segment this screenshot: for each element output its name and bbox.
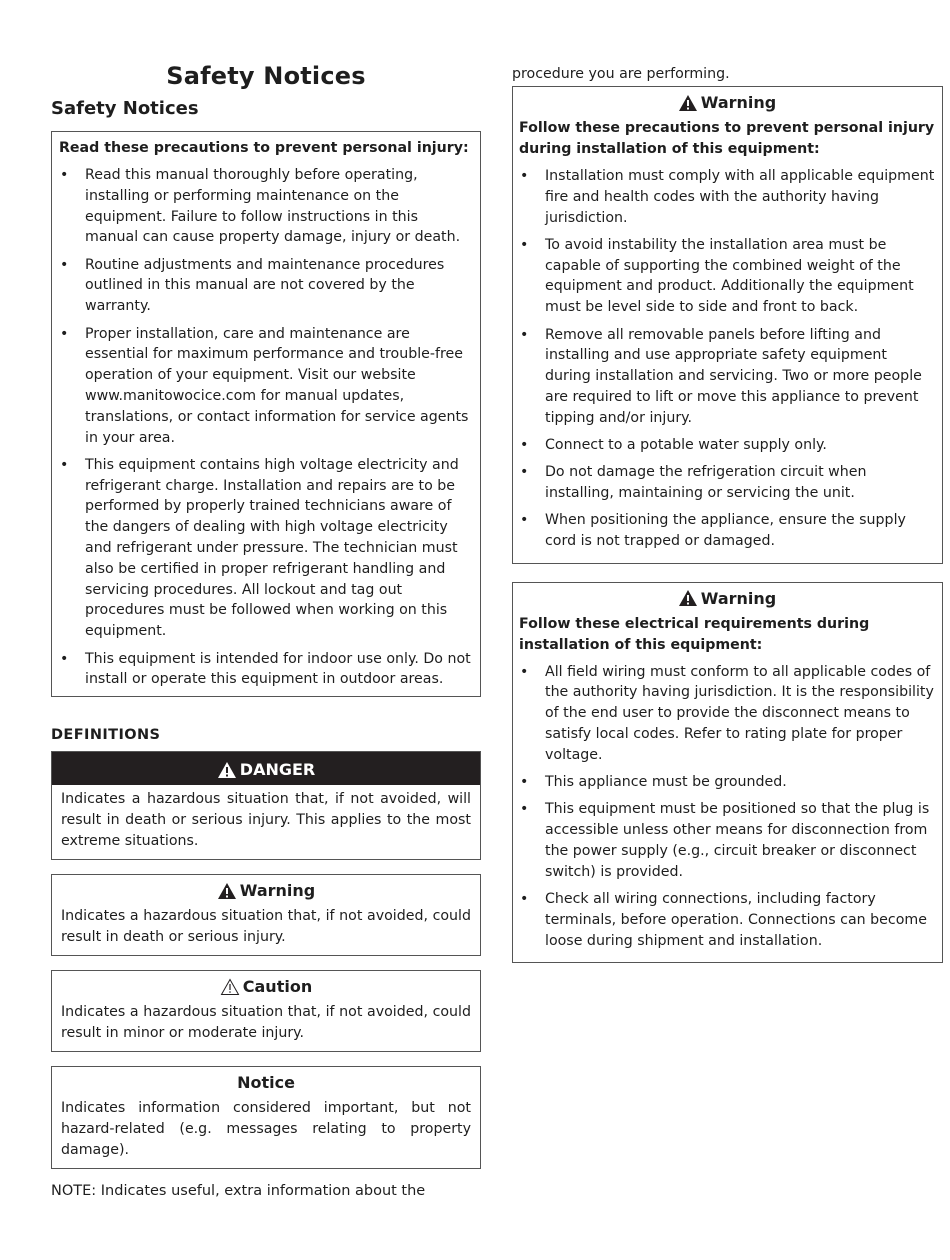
list-item: • Routine adjustments and maintenance procedures outlined in this manual are not covered by the warranty. xyxy=(59,255,473,317)
list-item: • This equipment contains high voltage electricity and refrigerant charge. Installation and repairs are to be performed by properly trained technicians aware of the dangers of dealing with high voltage electricity and refrigerant under pressure. The technician must also be certified in proper refrigerant handling and servicing procedures. All lockout and tag out procedures must be followed when working on this equipment. xyxy=(59,455,473,642)
list-item: • Proper installation, care and maintenance are essential for maximum performance and trouble-free operation of your equipment. Visit our website www.manitowocice.com for manual updates, translations, or contact information for service agents in your area. xyxy=(59,324,473,449)
list-item: • This equipment must be positioned so that the plug is accessible unless other means for disconnection from the power supply (e.g., circuit breaker or disconnect switch) is provided. xyxy=(519,799,935,882)
note-text: NOTE: Indicates useful, extra information about the xyxy=(51,1183,426,1200)
installation-warning-lead: Follow these precautions to prevent personal injury during installation of this equipment: xyxy=(519,120,935,157)
page-title: Safety Notices xyxy=(166,62,366,90)
notice-header xyxy=(52,1067,480,1096)
notice-label: Notice xyxy=(237,1073,295,1093)
right-column xyxy=(512,66,943,981)
installation-warning-box xyxy=(512,86,943,564)
precautions-box xyxy=(51,131,481,697)
list-item: • Do not damage the refrigeration circuit when installing, maintaining or servicing the unit. xyxy=(519,462,935,504)
precautions-list xyxy=(59,165,473,690)
list-item: • Read this manual thoroughly before operating, installing or performing maintenance on the equipment. Failure to follow instructions in this manual can cause property damage, injury or death. xyxy=(59,165,473,248)
list-item: • This equipment is intended for indoor use only. Do not install or operate this equipment in outdoor areas. xyxy=(59,649,473,691)
warning-triangle-icon xyxy=(678,94,698,112)
notice-definition xyxy=(51,1066,481,1169)
danger-label: DANGER xyxy=(239,760,316,780)
caution-definition xyxy=(51,970,481,1052)
left-column xyxy=(51,62,481,1199)
warning-header xyxy=(52,875,480,904)
list-item: • To avoid instability the installation area must be capable of supporting the combined weight of the equipment and product. Additionally the equipment must be level side to side and front to back. xyxy=(519,235,935,318)
definitions-title: DEFINITIONS xyxy=(51,727,161,744)
list-item: • Remove all removable panels before lifting and installing and use appropriate safety equipment during installation and servicing. Two or more people are required to lift or move this appliance to prevent tipping and/or injury. xyxy=(519,325,935,429)
installation-warning-header xyxy=(519,93,935,118)
danger-definition xyxy=(51,751,481,860)
warning-label: Warning xyxy=(239,881,316,901)
caution-label: Caution xyxy=(242,977,313,997)
electrical-warning-list xyxy=(519,662,935,952)
electrical-warning-label: Warning xyxy=(700,588,777,608)
warning-definition xyxy=(51,874,481,956)
installation-warning-label: Warning xyxy=(700,93,777,112)
section-title: Safety Notices xyxy=(51,98,199,119)
continuation-text: procedure you are performing. xyxy=(512,66,730,82)
warning-triangle-icon xyxy=(217,882,237,900)
list-item: • Connect to a potable water supply only. xyxy=(519,435,935,456)
installation-warning-list xyxy=(519,166,935,552)
list-item: • Check all wiring connections, including factory terminals, before operation. Connections can become loose during shipment and installation. xyxy=(519,889,935,951)
notice-text: Indicates information considered important, but not hazard-related (e.g. messages relating to property damage). xyxy=(61,1100,471,1159)
list-item: • This appliance must be grounded. xyxy=(519,772,935,793)
danger-text: Indicates a hazardous situation that, if not avoided, will result in death or serious injury. This applies to the most extreme situations. xyxy=(61,791,471,850)
warning-triangle-icon xyxy=(217,761,237,779)
list-item: • Installation must comply with all applicable equipment fire and health codes with the authority having jurisdiction. xyxy=(519,166,935,228)
warning-text: Indicates a hazardous situation that, if not avoided, could result in death or serious injury. xyxy=(61,908,471,946)
list-item: • All field wiring must conform to all applicable codes of the authority having jurisdiction. It is the responsibility of the end user to provide the disconnect means to satisfy local codes. Refer to rating plate for proper voltage. xyxy=(519,662,935,766)
caution-triangle-icon xyxy=(220,978,240,996)
caution-header xyxy=(52,971,480,1000)
electrical-warning-box xyxy=(512,582,943,963)
danger-header xyxy=(52,752,480,785)
list-item: • When positioning the appliance, ensure the supply cord is not trapped or damaged. xyxy=(519,510,935,552)
electrical-warning-lead: Follow these electrical requirements during installation of this equipment: xyxy=(519,615,870,653)
caution-text: Indicates a hazardous situation that, if not avoided, could result in minor or moderate injury. xyxy=(61,1004,471,1042)
electrical-warning-header xyxy=(519,589,935,614)
precautions-lead: Read these precautions to prevent personal injury: xyxy=(59,140,469,156)
warning-triangle-icon xyxy=(678,589,698,607)
